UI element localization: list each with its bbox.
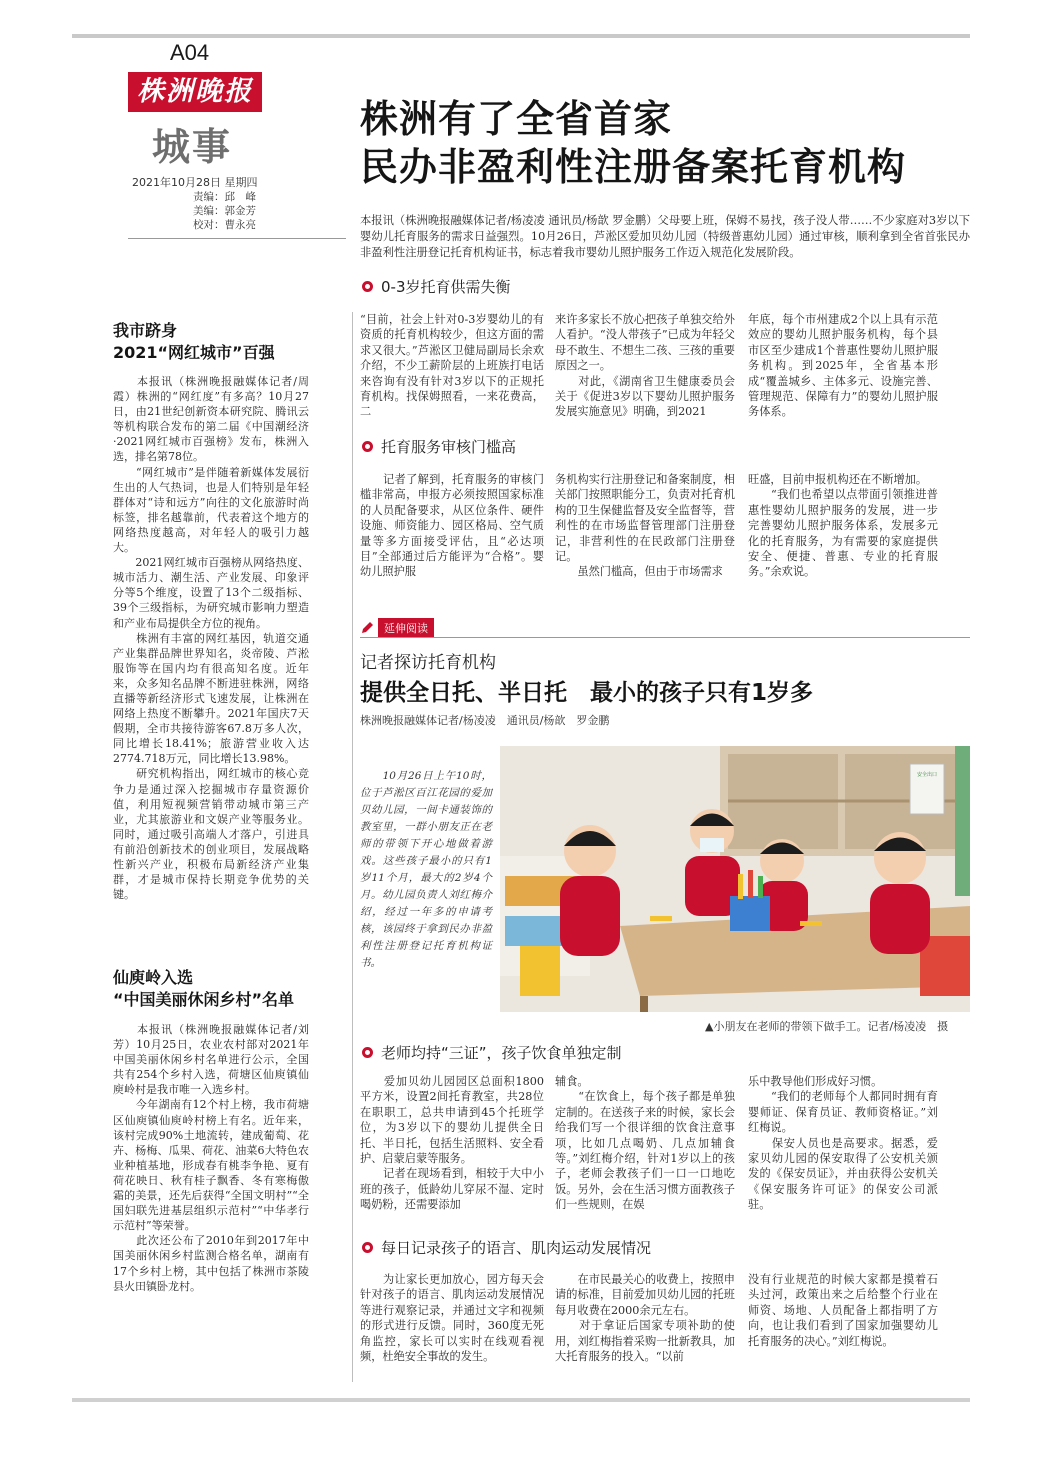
section-heading-text: 托育服务审核门槛高	[381, 438, 517, 456]
section-heading-supply-demand	[362, 276, 511, 297]
section2-column2: 务机构实行注册登记和备案制度，相关部门按照职能分工，负责对托育机构的卫生保健监督及安全监督等，营利性的在市场监督管理部门注册登记，非营利性的在民政部门注册登记。 虽然门槛高，但由于市场需求	[555, 473, 735, 579]
masthead-rule	[128, 238, 346, 239]
section1-column3: 年底，每个市州建成2个以上具有示范效应的婴幼儿照护服务机构，每个县市区至少建成1个普惠性婴幼儿照护服务机构。到2025年，全省基本形成“覆盖城乡、主体多元、设施完善、管理规范、保障有力”的婴幼儿照护服务体系。	[748, 313, 938, 419]
masthead-date: 2021年10月28日 星期四	[132, 176, 258, 189]
page-number: A04	[170, 40, 210, 65]
red-circle-bullet-icon	[362, 441, 373, 452]
red-circle-bullet-icon	[362, 281, 373, 292]
photo-caption: ▲小朋友在老师的带领下做手工。记者/杨凌凌 摄	[705, 1020, 949, 1033]
section-heading-threshold	[362, 436, 516, 457]
main-headline-line2: 民办非盈利性注册备案托育机构	[360, 145, 907, 189]
column-separator	[352, 312, 353, 1382]
sidebar-story2-title-line1: 仙庾岭入选	[113, 968, 194, 987]
top-rule	[72, 34, 970, 38]
section-heading-teachers	[362, 1042, 622, 1063]
masthead-editor: 责编：邱 峰	[193, 191, 256, 203]
main-lead: 本报讯（株洲晚报融媒体记者/杨凌凌 通讯员/杨歆 罗金鹏）父母要上班，保姆不易找，孩子没人带……不少家庭对3岁以下婴幼儿托育服务的需求日益强烈。10月26日，芦淞区爱加贝幼儿园（特级普惠幼儿园）通过审核，顺利拿到全省首张民办非盈利性注册登记托育机构证书，标志着我市婴幼儿照护服务工作迈入规范化发展阶段。	[360, 214, 970, 259]
red-circle-bullet-icon	[362, 1242, 373, 1253]
ext-section1-column1: 爱加贝幼儿园园区总面积1800平方米，设置2间托育教室，共28位在职职工，总共申请到45个托班学位，为3岁以下的婴幼儿提供全日托、半日托，包括生活照料、安全看护、启蒙启蒙等服务。 记者在现场看到，相较于大中小班的孩子，低龄幼儿穿尿不湿、定时喝奶粉，还需要添加	[360, 1075, 544, 1212]
red-circle-bullet-icon	[362, 1047, 373, 1058]
main-headline-line1: 株洲有了全省首家	[360, 97, 673, 141]
extended-reading-tag	[360, 618, 434, 638]
extended-kicker: 记者探访托育机构	[360, 653, 496, 673]
sidebar-story1-title-line1: 我市跻身	[113, 321, 178, 340]
ext-section1-column2: 辅食。 “在饮食上，每个孩子都是单独定制的。在送孩子来的时候，家长会给我们写一个很详细的饮食注意事项，比如几点喝奶、几点加辅食等。”刘红梅介绍，针对1岁以上的孩子，老师会教孩子们一口一口地吃饭。另外，会在生活习惯方面教孩子们一些规则，在娱	[555, 1075, 735, 1212]
classroom-illustration	[500, 746, 970, 1012]
wall-sign-text: 安全出口	[916, 772, 938, 778]
section1-column2: 来许多家长不放心把孩子单独交给外人看护。“没人带孩子”已成为年轻父母不敢生、不想生二孩、三孩的重要原因之一。 对此，《湖南省卫生健康委员会关于《促进3岁以下婴幼儿照护服务发展实施意见》明确，到2021	[555, 313, 735, 419]
pencil-icon	[360, 621, 374, 635]
masthead-designer: 美编：郭金芳	[193, 205, 256, 217]
section2-column1: 记者了解到，托育服务的审核门槛非常高，申报方必须按照国家标准的人员配备要求，从区位条件、硬件设施、师资能力、园区格局、空气质量等多方面接受评估，且“必达项目”全部通过后方能评为“合格”。婴幼儿照护服	[360, 473, 544, 579]
bottom-rule	[72, 1398, 970, 1402]
extended-reading-tag-label: 延伸阅读	[378, 618, 434, 638]
ext-section2-column1: 为让家长更加放心，园方每天会针对孩子的语言、肌肉运动发展情况等进行观察记录，并通过文字和视频的形式进行反馈。同时，360度无死角监控，家长可以实时在线观看视频，杜绝安全事故的发生。	[360, 1273, 544, 1364]
section1-column1: “目前，社会上针对0-3岁婴幼儿的有资质的托育机构较少，但这方面的需求又很大。”芦淞区卫健局副局长余欢介绍，不少工薪阶层的上班族打电话来咨询有没有针对3岁以下的正规托育机构。找保姆照看，一来花费高，二	[360, 313, 544, 419]
section-heading-text: 老师均持“三证”，孩子饮食单独定制	[381, 1044, 622, 1062]
sidebar-story2-title-line2: “中国美丽休闲乡村”名单	[113, 990, 295, 1009]
sidebar-story1-body: 本报讯（株洲晚报融媒体记者/周霞）株洲的“网红度”有多高？10月27日，由21世纪创新资本研究院、腾讯云等机构联合发布的第二届《中国潮经济·2021网红城市百强榜》发布，株洲入选，排名第78位。 “网红城市”是伴随着新媒体发展衍生出的人气热词，也是人们特别是年轻群体对“诗和远方”向往的文化旅游时尚标签，排名越靠前，代表着这个地方的网络热度越高，对年轻人的吸引力越大。 2021网红城市百强榜从网络热度、城市活力、潮生活、产业发展、印象评分等5个维度，设置了13个二级指标、39个三级指标，为研究城市影响力塑造和产业布局提供全方位的视角。 株洲有丰富的网红基因，轨道交通产业集群品牌世界知名，炎帝陵、芦淞服饰等在国内均有很高知名度。近年来，众多知名品牌不断进驻株洲，网络直播等新经济形式飞速发展，让株洲在网络上热度不断攀升。2021年国庆7天假期，全市共接待游客67.8万多人次，同比增长18.41%；旅游营业收入达2774.718万元，同比增长13.98%。 研究机构指出，网红城市的核心竞争力是通过深入挖掘城市存量资源价值，利用短视频营销带动城市第三产业，尤其旅游业和文娱产业等服务业。同时，通过吸引高端人才落户，引进具有前沿创新技术的创业项目，发展战略性新兴产业，积极布局新经济产业集群，才是城市保持长期竞争优势的关键。	[113, 375, 309, 902]
ext-section2-column2: 在市民最关心的收费上，按照申请的标准，目前爱加贝幼儿园的托班每月收费在2000余元左右。 对于拿证后国家专项补助的使用，刘红梅指着采购一批新教具，加大托育服务的投入。“以前	[555, 1273, 735, 1364]
sidebar-story1-title-line2: 2021“网红城市”百强	[113, 343, 275, 362]
classroom-photo	[500, 746, 970, 1012]
ext-section1-column3: 乐中教导他们形成好习惯。 “我们的老师每个人都同时拥有育婴师证、保育员证、教师资格证。”刘红梅说。 保安人员也是高要求。据悉，爱家贝幼儿园的保安取得了公安机关颁发的《保安员证》，并由获得公安机关《保安服务许可证》的保安公司派驻。	[748, 1075, 938, 1212]
photo-intro-text: 10月26日上午10时，位于芦淞区百江花园的爱加贝幼儿园，一间卡通装饰的教室里，一群小朋友正在老师的带领下开心地做着游戏。这些孩子最小的只有1岁11个月，最大的2岁4个月。幼儿园负责人刘红梅介绍，经过一年多的申请考核，该园终于拿到民办非盈利性注册登记托育机构证书。	[360, 770, 492, 969]
section-heading-daily-record	[362, 1237, 651, 1258]
paper-logo-text: 株洲晚报	[137, 76, 253, 107]
section-heading-text: 每日记录孩子的语言、肌肉运动发展情况	[381, 1239, 652, 1257]
paper-logo	[128, 72, 262, 112]
sidebar-story2-body: 本报讯（株洲晚报融媒体记者/刘芳）10月25日，农业农村部对2021年中国美丽休闲乡村名单进行公示，全国共有254个乡村入选，荷塘区仙庾镇仙庾岭村是我市唯一入选乡村。 今年湖南有12个村上榜，我市荷塘区仙庾镇仙庾岭村榜上有名。近年来，该村完成90%土地流转，建成葡萄、花卉、杨梅、瓜果、荷花、油菜6大特色农业种植基地，形成春有桃李争艳、夏有荷花映日、秋有桂子飘香、冬有寒梅傲霜的美景，还先后获得“全国文明村”“全国妇联先进基层组织示范村”“中华孝行示范村”等荣誉。 此次还公布了2010年到2017年中国美丽休闲乡村监测合格名单，湖南有17个乡村上榜，其中包括了株洲市茶陵县火田镇卧龙村。	[113, 1023, 309, 1293]
section-heading-text: 0-3岁托育供需失衡	[381, 278, 511, 296]
extended-headline: 提供全日托、半日托 最小的孩子只有1岁多	[360, 680, 814, 706]
masthead-proofreader: 校对：曹永亮	[193, 219, 256, 231]
section2-column3: 旺盛，目前申报机构还在不断增加。 “我们也希望以点带面引领推进普惠性婴幼儿照护服务的发展，进一步完善婴幼儿照护服务体系，发展多元化的托育服务，为有需要的家庭提供安全、便捷、普惠、专业的托育服务。”余欢说。	[748, 473, 938, 579]
ext-section2-column3: 没有行业规范的时候大家都是摸着石头过河，政策出来之后给整个行业在师资、场地、人员配备上都指明了方向，也让我们看到了国家加强婴幼儿托育服务的决心。”刘红梅说。	[748, 1273, 938, 1348]
extended-byline: 株洲晚报融媒体记者/杨凌凌 通讯员/杨歆 罗金鹏	[360, 714, 610, 727]
section-name: 城事	[152, 124, 233, 169]
extended-tag-rule	[360, 637, 970, 638]
